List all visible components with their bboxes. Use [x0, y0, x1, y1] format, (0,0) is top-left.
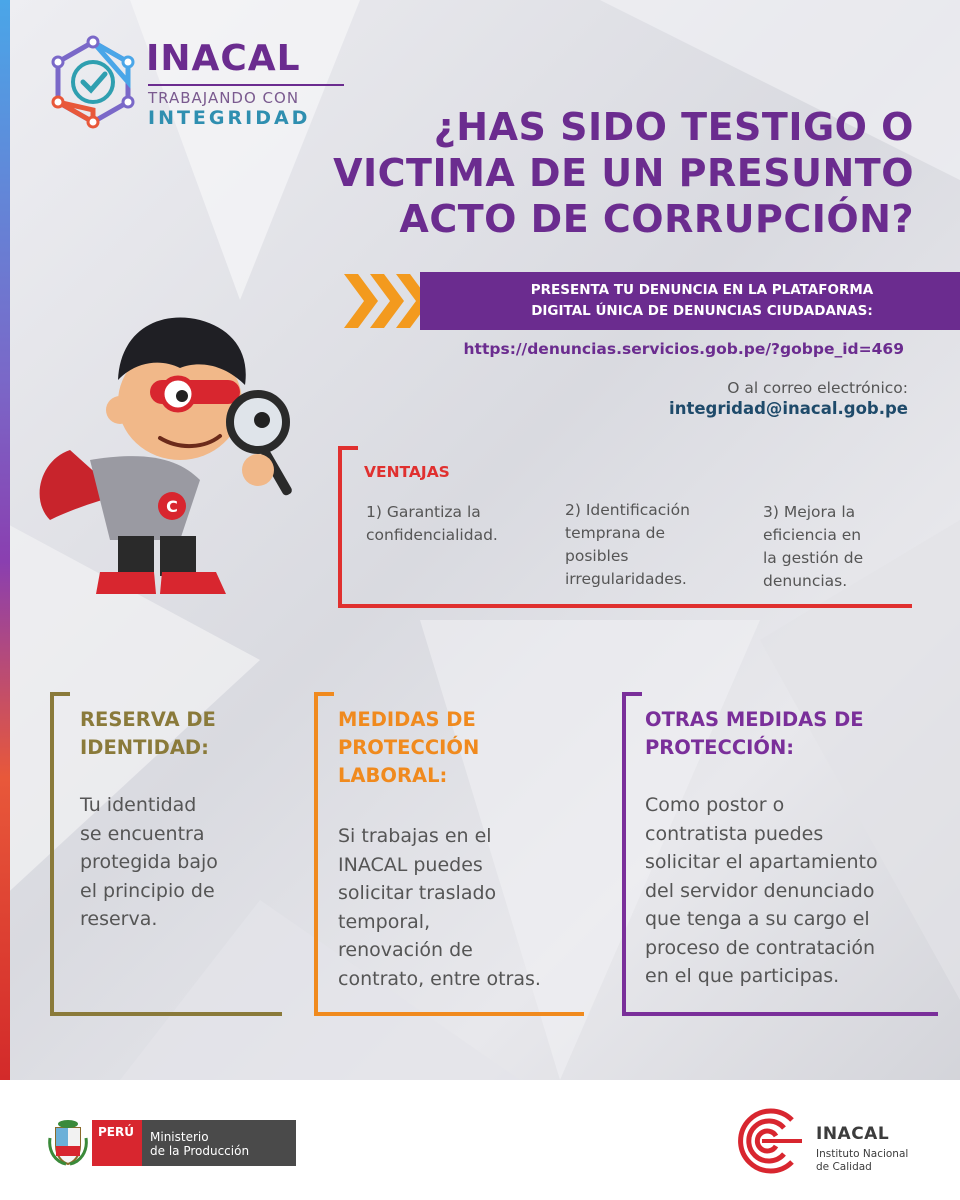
otras-body-line-6: proceso de contratación [645, 936, 876, 959]
side-gradient-bar [0, 0, 10, 1080]
svg-text:C: C [166, 497, 178, 516]
otras-body-line-2: contratista puedes [645, 822, 824, 845]
otras-heading-line-2: PROTECCIÓN: [645, 736, 795, 759]
ventaja-item-1 [366, 501, 498, 547]
reserva-body-line-2: se encuentra [80, 822, 205, 845]
reserva-body [80, 791, 218, 934]
reserva-heading-line-2: IDENTIDAD: [80, 736, 209, 759]
reserva-frame-top [50, 692, 70, 696]
reserva-body-line-4: el principio de [80, 879, 215, 902]
ministry-line-2: de la Producción [150, 1144, 250, 1158]
inacal-integridad-logo [48, 34, 311, 130]
ministry-badge [142, 1120, 296, 1166]
medidas-heading-line-1: MEDIDAS DE [338, 708, 476, 731]
medidas-body-line-2: INACAL puedes [338, 853, 483, 876]
ventaja-3-line-2: eficiencia en [763, 526, 862, 544]
ventaja-1-line-1: 1) Garantiza la [366, 503, 481, 521]
denuncia-banner [420, 272, 960, 330]
reserva-body-line-1: Tu identidad [80, 794, 197, 816]
ventaja-2-line-1: 2) Identificación [565, 501, 690, 519]
otras-medidas-frame-top [622, 692, 642, 696]
otras-body-line-3: solicitar el apartamiento [645, 851, 878, 873]
medidas-body-line-3: solicitar traslado [338, 882, 497, 904]
ventaja-3-line-1: 3) Mejora la [763, 503, 856, 521]
ministry-line-1: Ministerio [150, 1130, 209, 1144]
reserva-body-line-3: protegida bajo [80, 851, 218, 873]
medidas-body-line-6: contrato, entre otras. [338, 967, 541, 990]
medidas-heading-line-3: LABORAL: [338, 764, 448, 787]
banner-line-2: DIGITAL ÚNICA DE DENUNCIAS CIUDADANAS: [531, 303, 873, 319]
otras-body-line-4: del servidor denunciado [645, 879, 875, 902]
ventaja-2-line-4: irregularidades. [565, 570, 687, 588]
medidas-laboral-body [338, 822, 541, 993]
reserva-heading [80, 706, 216, 762]
ventaja-2-line-2: temprana de [565, 524, 666, 542]
footer-sub-line-1: Instituto Nacional [816, 1148, 909, 1160]
logo-divider [148, 84, 344, 86]
otras-body-line-1: Como postor o [645, 794, 785, 816]
title-line-1: ¿HAS SIDO TESTIGO O [433, 105, 914, 149]
title-line-3: ACTO DE CORRUPCIÓN? [399, 197, 914, 241]
medidas-body-line-5: renovación de [338, 939, 473, 961]
footer-sub-line-2: de Calidad [816, 1161, 872, 1173]
otras-medidas-heading [645, 706, 864, 762]
medidas-body-line-1: Si trabajas en el [338, 825, 492, 847]
logo-tagline-bottom: INTEGRIDAD [148, 107, 311, 129]
peru-coat-of-arms-icon [48, 1118, 88, 1166]
title-line-2: VICTIMA DE UN PRESUNTO [333, 151, 914, 195]
reserva-heading-line-1: RESERVA DE [80, 708, 216, 731]
ventaja-1-line-2: confidencialidad. [366, 526, 498, 544]
medidas-laboral-frame-top [314, 692, 334, 696]
banner-line-1: PRESENTA TU DENUNCIA EN LA PLATAFORMA [530, 282, 874, 298]
detective-mascot-illustration [30, 310, 320, 610]
reserva-body-line-5: reserva. [80, 908, 158, 930]
otras-body-line-5: que tenga a su cargo el [645, 908, 870, 930]
ventaja-2-line-3: posibles [565, 547, 629, 565]
otras-medidas-body [645, 791, 878, 991]
footer-inacal-name: INACAL [816, 1124, 890, 1144]
email-label: O al correo electrónico: [727, 379, 908, 397]
medidas-body-line-4: temporal, [338, 910, 431, 933]
ventaja-item-3 [763, 501, 863, 593]
medidas-heading-line-2: PROTECCIÓN [338, 736, 480, 759]
email-link[interactable]: integridad@inacal.gob.pe [669, 399, 908, 418]
otras-heading-line-1: OTRAS MEDIDAS DE [645, 708, 864, 731]
otras-body-line-7: en el que participas. [645, 965, 840, 987]
logo-tagline-top: TRABAJANDO CON [148, 89, 300, 107]
medidas-laboral-heading [338, 706, 479, 790]
ventajas-frame-top [338, 446, 358, 450]
logo-name: INACAL [146, 38, 301, 79]
page-title [314, 104, 914, 242]
hexagon-check-icon [48, 34, 138, 130]
footer-inacal-subtitle [816, 1148, 908, 1174]
ventaja-item-2 [565, 499, 690, 591]
denuncias-url-link[interactable]: https://denuncias.servicios.gob.pe/?gobpe_id=469 [463, 340, 904, 358]
inacal-footer-logo-icon [722, 1106, 806, 1176]
peru-badge: PERÚ [92, 1120, 142, 1166]
ventaja-3-line-4: denuncias. [763, 572, 848, 590]
ventajas-title: VENTAJAS [364, 463, 450, 481]
ventaja-3-line-3: la gestión de [763, 549, 864, 567]
